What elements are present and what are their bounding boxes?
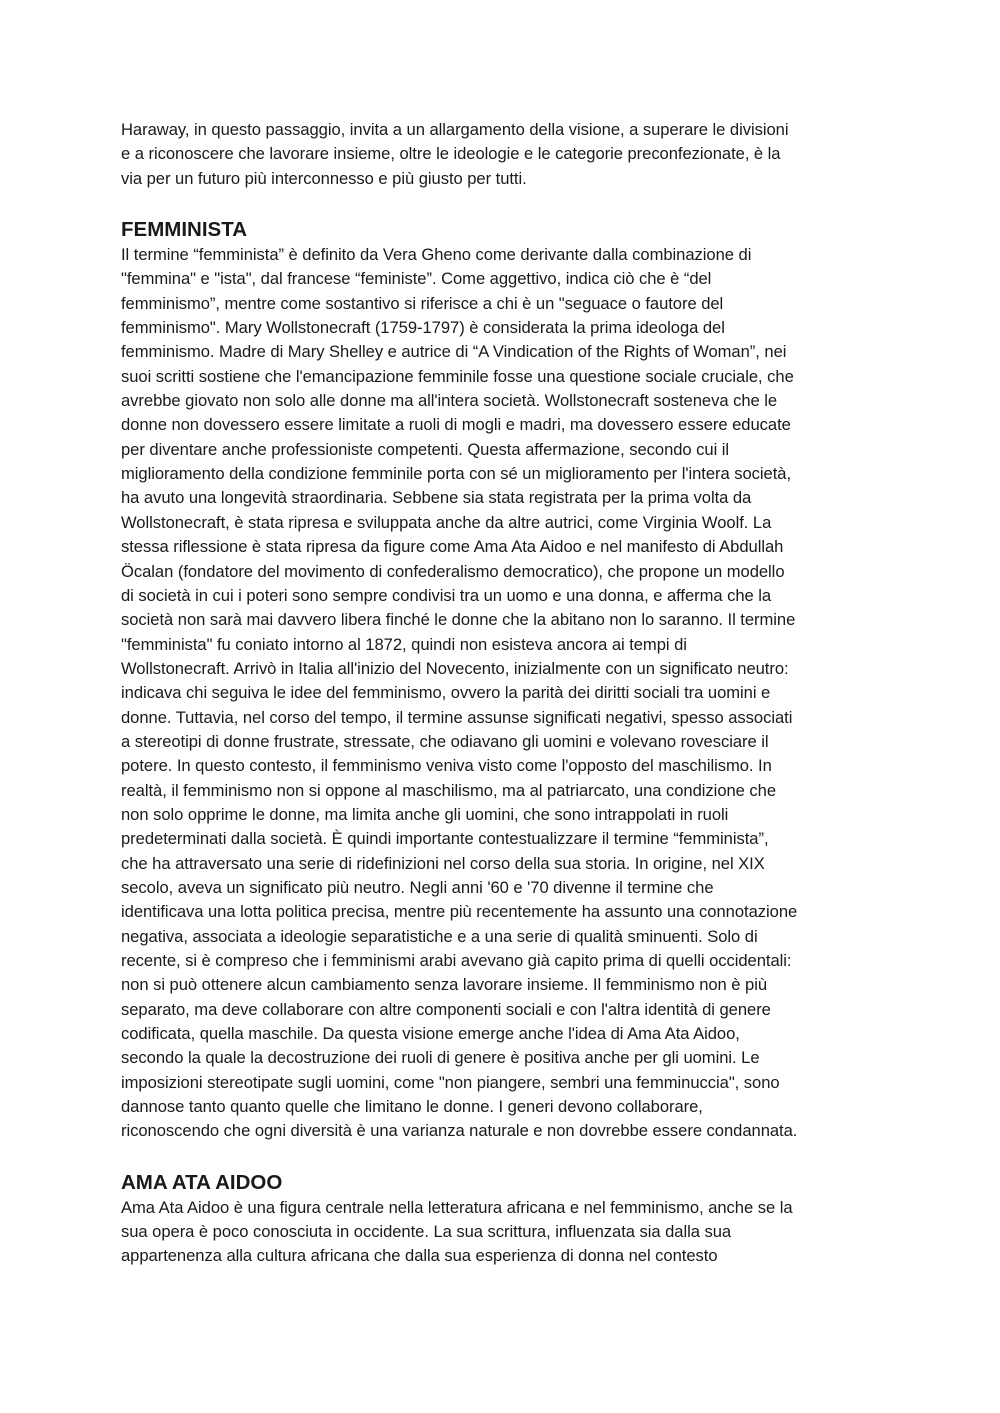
text-line: via per un futuro più interconnesso e più giusto per tutti. xyxy=(121,168,527,188)
text-line: secolo, aveva un significato più neutro. Negli anni '60 e '70 divenne il termine che xyxy=(121,877,714,897)
text-line: "femmina" e "ista", dal francese “feministe”. Come aggettivo, indica ciò che è “del xyxy=(121,269,712,289)
text-line: che ha attraversato una serie di ridefinizioni nel corso della sua storia. In origine, nel XIX xyxy=(121,853,765,873)
text-line: negativa, associata a ideologie separatistiche e a una serie di qualità sminuenti. Solo di xyxy=(121,926,758,946)
section-heading-femminista: FEMMINISTA xyxy=(121,218,248,242)
text-line: non solo opprime le donne, ma limita anche gli uomini, che sono intrappolati in ruoli xyxy=(121,804,729,824)
text-line: dannose tanto quanto quelle che limitano le donne. I generi devono collaborare, xyxy=(121,1097,703,1117)
text-line: non si può ottenere alcun cambiamento senza lavorare insieme. Il femminismo non è più xyxy=(121,975,768,995)
text-line: donne. Tuttavia, nel corso del tempo, il termine assunse significati negativi, spesso associati xyxy=(121,707,793,727)
text-line: stessa riflessione è stata ripresa da figure come Ama Ata Aidoo e nel manifesto di Abdullah xyxy=(121,537,784,557)
text-line: Öcalan (fondatore del movimento di confederalismo democratico), che propone un modello xyxy=(121,561,785,581)
text-line: indicava chi seguiva le idee del femminismo, ovvero la parità dei diritti sociali tra uomini e xyxy=(121,683,771,703)
text-line: Wollstonecraft, è stata ripresa e sviluppata anche da altre autrici, come Virginia Woolf. La xyxy=(121,512,772,532)
text-line: secondo la quale la decostruzione dei ruoli di genere è positiva anche per gli uomini. Le xyxy=(121,1048,760,1068)
text-line: di società in cui i poteri sono sempre condivisi tra un uomo e una donna, e afferma che la xyxy=(121,585,772,605)
text-line: avrebbe giovato non solo alle donne ma all'intera società. Wollstonecraft sosteneva che le xyxy=(121,391,778,411)
text-line: femminismo. Madre di Mary Shelley e autrice di “A Vindication of the Rights of Woman”, nei xyxy=(121,342,787,362)
text-line: appartenenza alla cultura africana che dalla sua esperienza di donna nel contesto xyxy=(121,1246,718,1266)
document-page xyxy=(121,118,881,1269)
text-line: predeterminati dalla società. È quindi importante contestualizzare il termine “femminista”, xyxy=(121,829,769,849)
text-line: sua opera è poco conosciuta in occidente. La sua scrittura, influenzata sia dalla sua xyxy=(121,1222,732,1242)
femminista-paragraph xyxy=(121,243,881,1144)
text-line: separato, ma deve collaborare con altre componenti sociali e con l'altra identità di genere xyxy=(121,999,771,1019)
text-line: realtà, il femminismo non si oppone al maschilismo, ma al patriarcato, una condizione che xyxy=(121,780,777,800)
text-line: Il termine “femminista” è definito da Vera Gheno come derivante dalla combinazione di xyxy=(121,245,752,265)
text-line: "femminista" fu coniato intorno al 1872, quindi non esisteva ancora ai tempi di xyxy=(121,634,687,654)
text-line: per diventare anche professioniste competenti. Questa affermazione, secondo cui il xyxy=(121,439,730,459)
text-line: recente, si è compreso che i femminismi arabi avevano già capito prima di quelli occidentali: xyxy=(121,951,792,970)
text-line: miglioramento della condizione femminile porta con sé un miglioramento per l'intera società, xyxy=(121,464,792,484)
text-line: e a riconoscere che lavorare insieme, oltre le ideologie e le categorie preconfezionate, è la xyxy=(121,144,781,164)
text-line: società non sarà mai davvero libera finché le donne che la abitano non lo saranno. Il termine xyxy=(121,610,796,630)
text-line: potere. In questo contesto, il femminismo veniva visto come l'opposto del maschilismo. In xyxy=(121,756,772,776)
text-line: Wollstonecraft. Arrivò in Italia all'inizio del Novecento, inizialmente con un significato neutro: xyxy=(121,658,789,678)
ama-ata-aidoo-paragraph xyxy=(121,1196,881,1269)
text-line: Ama Ata Aidoo è una figura centrale nella letteratura africana e nel femminismo, anche se la xyxy=(121,1197,793,1217)
text-line: riconoscendo che ogni diversità è una varianza naturale e non dovrebbe essere condannata. xyxy=(121,1121,798,1141)
text-line: identificava una lotta politica precisa, mentre più recentemente ha assunto una connotazione xyxy=(121,902,798,922)
text-line: ha avuto una longevità straordinaria. Sebbene sia stata registrata per la prima volta da xyxy=(121,488,752,508)
text-line: codificata, quella maschile. Da questa visione emerge anche l'idea di Ama Ata Aidoo, xyxy=(121,1024,740,1044)
text-line: Haraway, in questo passaggio, invita a un allargamento della visione, a superare le divisioni xyxy=(121,120,789,139)
text-line: a stereotipi di donne frustrate, stressate, che odiavano gli uomini e volevano rovesciare il xyxy=(121,731,769,751)
text-line: donne non dovessero essere limitate a ruoli di mogli e madri, ma dovessero essere educate xyxy=(121,415,791,435)
text-line: suoi scritti sostiene che l'emancipazione femminile fosse una questione sociale cruciale, che xyxy=(121,366,794,386)
intro-paragraph xyxy=(121,118,881,191)
section-heading-ama-ata-aidoo: AMA ATA AIDOO xyxy=(121,1170,283,1194)
text-line: femminismo". Mary Wollstonecraft (1759-1797) è considerata la prima ideologa del xyxy=(121,318,725,338)
text-line: femminismo”, mentre come sostantivo si riferisce a chi è un "seguace o fautore del xyxy=(121,293,724,313)
text-line: imposizioni stereotipate sugli uomini, come "non piangere, sembri una femminuccia", sono xyxy=(121,1072,780,1092)
